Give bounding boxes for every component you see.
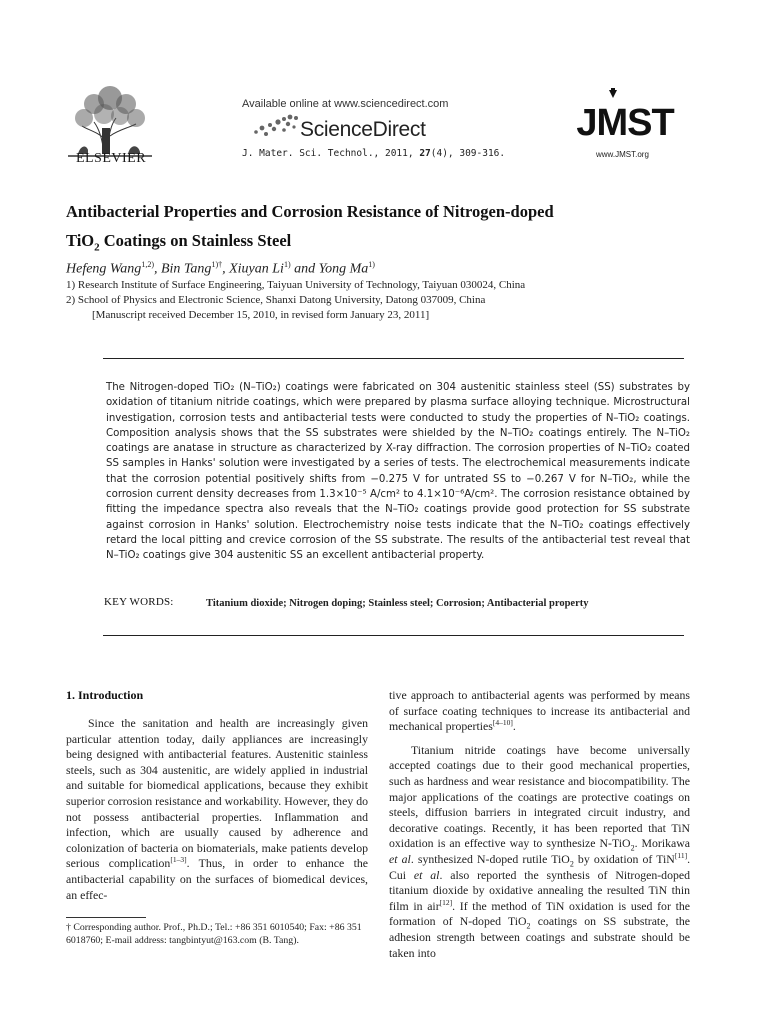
- author-name: Hefeng Wang: [66, 261, 142, 277]
- intro-right-column: [389, 688, 690, 961]
- manuscript-received-date: [Manuscript received December 15, 2010, in revised form January 23, 2011]: [92, 309, 430, 321]
- sciencedirect-logo-text: ScienceDirect: [300, 118, 426, 141]
- intro-paragraph-1: Since the sanitation and health are increasingly given particular attention today, daily appliances are increasingly being designed with antibacterial features. Austenitic stainless steels, such as 304 austenitic, are widely applied in industrial and suitable for biomedical applications, because they exhibit superior corrosion resistance and workability. However, they do not possess antibacterial properties. Inflammation and infection, which are usually caused by adherence and colonization of bacteria on biomaterials, make patients develop serious complication[1–3]. Thus, in order to enhance the antibacterial capability on the surfaces of biomedical devices, an effec-: [66, 716, 368, 902]
- affiliation-1: 1) Research Institute of Surface Engineering, Taiyuan University of Technology, Taiyuan 030024, China: [66, 279, 526, 291]
- intro-paragraph-continued: tive approach to antibacterial agents was performed by means of surface coating techniques to increase its antibacterial and mechanical properties[4–10].: [389, 688, 690, 734]
- journal-citation: J. Mater. Sci. Technol., 2011, 27(4), 309-316.: [242, 148, 506, 159]
- article-title: Antibacterial Properties and Corrosion Resistance of Nitrogen-doped TiO$_2$ Coatings on Stainless Steel: [66, 202, 554, 254]
- author-name: Yong Ma: [318, 261, 369, 277]
- keywords-list: Titanium dioxide; Nitrogen doping; Stainless steel; Corrosion; Antibacterial property: [206, 598, 589, 609]
- intro-paragraph-2: Titanium nitride coatings have become universally accepted coatings due to their good mechanical properties, such as hardness and wear resistance and biocompatibility. The major applications of the coatings are protective coatings on steels, diffusion barriers in integrated circuit industry, and decorative coatings. Recently, it has been reported that TiN oxidation is an effective way to synthesize N-TiO$_2$. Morikawa et al. synthesized N-doped rutile TiO$_2$ by oxidation of TiN[11]. Cui et al. also reported the synthesis of Nitrogen-doped titanium dioxide by oxidative annealing the resulted TiN thin film in air[12]. If the method of TiN oxidation is used for the formation of N-doped TiO$_2$ coatings on SS substrate, the adhesion strength between coatings and substrate should be taken into: [389, 742, 691, 960]
- jmst-logo: [565, 88, 685, 140]
- footnote-rule: [66, 917, 146, 918]
- elsevier-wordmark: ELSEVIER: [75, 151, 147, 166]
- abstract-bottom-rule: [103, 635, 684, 636]
- jmst-logo-text: JMST: [576, 102, 674, 140]
- section-heading-introduction: 1. Introduction: [66, 688, 144, 702]
- abstract-text: The Nitrogen-doped TiO₂ (N–TiO₂) coatings were fabricated on 304 austenitic stainless steel (SS) substrates by oxidation of titanium nitride coatings, which were prepared by plasma surface alloying technique. Microstructural investigation, corrosion tests and antibacterial tests were conducted to study the properties of N–TiO₂ coatings. Composition analysis shows that the SS substrates were shielded by the N–TiO₂ coatings entirely. The N–TiO₂ coatings are anatase in structure as characterized by X-ray diffraction. The corrosion properties of N–TiO₂ coated SS samples in Hanks' solution were investigated by a series of tests. The electrochemical measurements indicate that the corrosion potential positively shifts from −0.275 V for untrated SS to −0.267 V for N–TiO₂, while the corrosion current density decreases from 1.3×10⁻⁵ A/cm² to 4.1×10⁻⁶A/cm². The corrosion resistance obtained by fitting the impedance spectra also reveals that the N–TiO₂ coatings provide good protection for SS substrate against corrosion in Hanks' solution. Electrochemistry noise tests indicate that the N–TiO₂ coatings effectively retard the local pitting and crevice corrosion of the SS substrate. The results of the antibacterial test reveal that N–TiO₂ coatings give 304 austenitic SS an excellent antibacterial property.: [106, 382, 690, 562]
- keywords-label: KEY WORDS:: [104, 596, 174, 608]
- intro-left-column: [66, 716, 368, 903]
- corresponding-author-footnote: † Corresponding author. Prof., Ph.D.; Tel.: +86 351 6010540; Fax: +86 351 6018760; E-mail address: tangbintyut@163.com (B. Tang).: [66, 922, 362, 946]
- author-name: Xiuyan Li: [229, 261, 284, 277]
- author-name: Bin Tang: [160, 261, 212, 277]
- available-online-text[interactable]: Available online at www.sciencedirect.com: [242, 98, 449, 110]
- jmst-url-link[interactable]: www.JMST.org: [596, 150, 649, 159]
- affiliation-2: 2) School of Physics and Electronic Science, Shanxi Datong University, Datong 037009, China: [66, 294, 486, 306]
- abstract-top-rule: [103, 358, 684, 359]
- author-list: Hefeng Wang$^{1,2)}$, Bin Tang$^{1)\dagger}$, Xiuyan Li$^{1)}$ and Yong Ma$^{1)}$: [66, 260, 375, 277]
